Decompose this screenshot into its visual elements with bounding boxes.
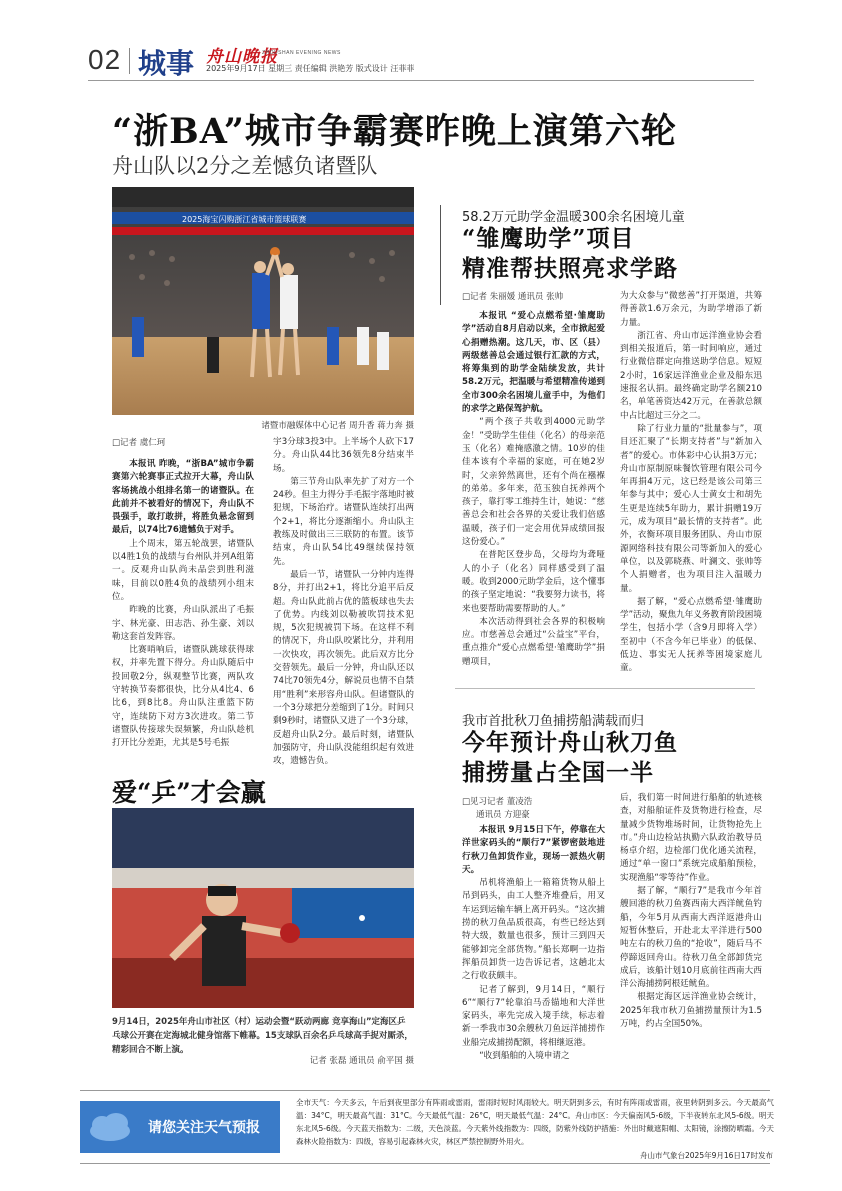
issue-info: 2025年9月17日 星期三 责任编辑 洪艳芳 版式设计 汪菲菲 bbox=[206, 64, 415, 73]
basketball-photo-credit: 诸暨市融媒体中心记者 周升香 蒋力奔 摄 bbox=[261, 421, 414, 431]
story2-paragraph: 浙江省、舟山市远洋渔业协会看到相关报道后，第一时间响应，通过行业微信群定向推送助学信息。短短2小时，16家远洋渔业企业及船东迅速报名认捐。最终确定助学名额210名，单笔善资达42万元，在善款总额中占比超过三分之二。 bbox=[620, 330, 762, 421]
story3-title-line1: 今年预计舟山秋刀鱼 bbox=[462, 729, 678, 756]
masthead-rule bbox=[88, 80, 754, 81]
masthead-divider bbox=[129, 48, 130, 74]
story3-paragraph: 本报讯 9月15日下午，停靠在大洋世家码头的“顺行7”紧锣密鼓地进行秋刀鱼卸货作业，现场一派热火朝天。 bbox=[462, 825, 605, 875]
story1-paragraph: 宇3分球3投3中。上半场个人砍下17分。舟山队44比36领先8分结束半场。 bbox=[273, 437, 414, 474]
story4-title: 爱“乒”才会赢 bbox=[112, 778, 266, 807]
story-divider bbox=[455, 688, 755, 689]
story1-paragraph: 上个周末，第五轮战罢，诸暨队以4胜1负的战绩与台州队并列A组第一。反观舟山队尚未品尝到胜利滋味，目前以0胜4负的战绩列小组末位。 bbox=[112, 538, 254, 602]
table-tennis-photo bbox=[112, 808, 414, 1008]
story1-paragraph: 第三节舟山队率先扩了对方一个24秒。但主力得分手毛振宇落地时被犯规，下场治疗。诸暨队连续打出两个2+1，将比分逐渐缩小。舟山队主教练及时做出三三联防的布置。该节结束，舟山队54比49继续保持领先。 bbox=[273, 476, 414, 567]
story3-paragraph: “收到船舶的入境申请之 bbox=[479, 1051, 570, 1062]
story3-title-line2: 捕捞量占全国一半 bbox=[462, 759, 654, 786]
story3-paragraph: 记者了解到，9月14日，“顺行6”“顺行7”轮靠泊马岙锚地和大洋世家码头，率先完成入境手续，标志着新一季我市30余艘秋刀鱼远洋捕捞作业船完成捕捞配额，将相继返港。 bbox=[462, 984, 605, 1048]
table-tennis-caption: 9月14日，2025年舟山市社区（村）运动会暨“跃动两廊 竞享海山”定海区乒乓球公开赛在定海城北健身馆落下帷幕。15支球队百余名乒乓球高手捉对厮杀，精彩回合不断上演。 bbox=[112, 1017, 413, 1055]
photo-banner: 2025海宝闪购浙江省城市篮球联赛 bbox=[182, 215, 307, 224]
page-number: 02 bbox=[88, 44, 122, 75]
story2-paragraph: 本报讯 “爱心点燃希望·雏鹰助学”活动自8月启动以来，全市掀起爱心捐赠热潮。这几天，市、区（县）两级慈善总会通过银行汇款的方式，将筹集到的助学金陆续发放，共计58.2万元，把温暖与希望精准传递到全市300余名困境儿童手中，为他们的求学之路保驾护航。 bbox=[462, 311, 605, 415]
story1-paragraph: 比赛哨响后，诸暨队跳球获得球权，并率先置下得分。舟山队随后中投回敬2分，纵观整节比赛，两队攻守转换节奏都很快，比分从4比4、6比6，到8比8。舟山队注重篮下防守，连续防下对方3次进攻。第二节诸暨队传接球失误频繁，舟山队趁机打开比分差距，尤其是5号毛振 bbox=[112, 645, 254, 749]
story3-paragraph: 根据定海区远洋渔业协会统计，2025年我市秋刀鱼捕捞量预计为1.5万吨，约占全国50%。 bbox=[620, 992, 762, 1030]
story1-paragraph: 本报讯 昨晚，“浙BA”城市争霸赛第六轮赛事正式拉开大幕，舟山队客场挑战小组排名第一的诸暨队。在此前并不被看好的情况下，舟山队不畏强手，敢打敢拼，将胜负悬念留到最后，以74比76遗憾负于对手。 bbox=[112, 459, 254, 536]
story2-paragraph: 除了行业力量的“批量参与”，项目还汇聚了“长期支持者”与“新加入者”的爱心。市体彩中心认捐3万元；舟山市原制原味餐饮管理有限公司今年再捐4万元，这已经是该公司第三年参与其中；爱心人士黄女士和胡先生更是连续5年助力，累计捐赠19万元，成为项目“最长情的支持者”。此外，衣衡环项目服务团队、舟山市原源网络科技有限公司等新加入的爱心单位，以及郭晓燕、叶澜文、张帅等个人捐赠者，也为项目注入温暖力量。 bbox=[620, 423, 762, 594]
story1-subtitle: 舟山队以2分之差憾负诸暨队 bbox=[112, 154, 378, 178]
column-divider bbox=[440, 205, 441, 305]
story2-title-line1: “雏鹰助学”项目 bbox=[462, 225, 635, 252]
story3-column-1 bbox=[462, 824, 605, 1063]
story3-kicker: 我市首批秋刀鱼捕捞船满载而归 bbox=[462, 714, 645, 729]
story2-kicker: 58.2万元助学金温暖300余名困境儿童 bbox=[462, 210, 685, 225]
story2-paragraph: 据了解，“爱心点燃希望·雏鹰助学”活动，聚焦九年义务教育阶段困境学生，包括小学（含9月即将入学）至初中（不含今年已毕业）的低保、低边、事实无人抚养等困境家庭儿童。 bbox=[620, 596, 762, 674]
story2-title-line2: 精准帮扶照亮求学路 bbox=[462, 255, 678, 282]
weather-forecast-text: 全市天气：今天多云，午后到夜里部分有阵雨或雷雨，雷雨时短时风雨较大。明天阴到多云，有时有阵雨或雷雨，夜里转阴到多云。今天最高气温：34°C，明天最高气温：31°C。今天最低气温：26°C，明天最低气温：24°C。舟山市区：今天偏南风5-6级，下半夜转东北风5-6级。明天东北风5-6级。今天蓝天指数为：二级，天色淡蓝。今天紫外线指数为：四级，防紫外线防护措施：外出时戴遮阳帽、太阳镜，涂擦防晒霜。今天森林火险指数为：四级，容易引起森林火灾，林区严禁控制野外用火。 bbox=[296, 1098, 774, 1146]
story1-byline: □记者 虞仁珂 bbox=[112, 438, 166, 448]
cloud-icon bbox=[80, 1101, 140, 1153]
story3-paragraph: 后，我们第一时间进行船舶的轨迹核查，对船舶证件及货物进行检查，尽量减少货物堆场时间，让货物抢先上市。”舟山边检站执勤六队政治教导员杨卓介绍，边检部门优化通关流程，通过“单一窗口”系统完成船舶预检，实现渔船“零等待”作业。 bbox=[620, 793, 762, 883]
newspaper-logo: 舟山晚报 bbox=[206, 47, 278, 67]
weather-label: 请您关注天气预报 bbox=[148, 1120, 260, 1136]
story2-paragraph: “两个孩子共收到4000元助学金！”受助学生佳佳（化名）的母亲范玉（化名）难掩感激之情。10岁的佳佳本该有个幸福的家庭，可在她2岁时，父亲猝然离世，还有个尚在襁褓的弟弟。多年来，范玉独自抚养两个孩子，靠打零工维持生计，她说：“慈善总会和社会各界的关爱让我们倍感温暖，孩子们一定会用优异成绩回报这份爱心。” bbox=[462, 417, 605, 548]
story2-paragraph: 在普陀区登步岛，父母均为聋哑人的小子（化名）同样感受到了温暖。收到2000元助学金后，这个懂事的孩子坚定地说：“我要努力读书，将来也要帮助需要帮助的人。” bbox=[462, 550, 605, 614]
section-title: 城事 bbox=[138, 47, 195, 80]
story2-column-1 bbox=[462, 310, 605, 669]
story1-paragraph: 最后一节，诸暨队一分钟内连得8分，并打出2+1，将比分追平后反超。舟山队此前占优的篮板球也失去了优势。内线刘以勒被吹罚技术犯规，5次犯规被罚下场。在这样不利的情况下，舟山队咬紧比分，并利用一次快攻，再次领先。此后双方比分交替领先。最后一分钟，舟山队还以74比70领先4分，解说员也情不自禁用“胜利”来形容舟山队。但诸暨队的一个3分球把分差缩到了1分。时间只剩9秒时，诸暨队又进了一个3分球，反超舟山队2分。最后时刻，诸暨队加强防守，舟山队没能组织起有效进攻，遗憾告负。 bbox=[273, 569, 414, 767]
story2-column-2 bbox=[620, 290, 762, 676]
story3-paragraph: 吊机将渔船上一箱箱货物从船上吊到码头，由工人整齐堆叠后，用叉车运到运输车辆上离开码头。“这次捕捞的秋刀鱼品质很高，有些已经达到特大级，数量也很多，预计三到四天能够卸完全部货物。”船长郑啊一边指挥船员卸货一边告诉记者，这趟北太之行收获颇丰。 bbox=[462, 878, 605, 982]
basketball-photo bbox=[112, 187, 414, 415]
table-tennis-credit: 记者 张磊 通讯员 俞平国 摄 bbox=[309, 1056, 414, 1066]
story1-paragraph: 昨晚的比赛，舟山队派出了毛振宇、林光豪、田志浩、孙生豪、刘以勒这套首发阵容。 bbox=[112, 605, 254, 642]
story2-paragraph: 为大众参与“微慈善”打开渠道，共筹得善款1.6万余元，为助学增添了新力量。 bbox=[620, 291, 762, 328]
story1-column-2 bbox=[273, 436, 414, 768]
story3-byline: 通讯员 方迎豪 bbox=[476, 810, 530, 820]
story3-paragraph: 据了解，“顺行7”是我市今年首艘回港的秋刀鱼赛西南大西洋鱿鱼钓船，今年5月从西南大西洋返港舟山短暂休整后，开赴北太平洋进行500吨左右的秋刀鱼的“抢收”，随后马不停蹄返回舟山。待秋刀鱼全部卸货完成后，该船计划10月底前往西南大西洋公海捕捞阿根廷鱿鱼。 bbox=[620, 886, 762, 990]
story2-byline: □记者 朱丽媛 通讯员 张帅 bbox=[462, 292, 564, 302]
story3-byline: □见习记者 董凌浩 bbox=[462, 797, 533, 807]
story1-title: “浙BA”城市争霸赛昨晚上演第六轮 bbox=[112, 111, 677, 152]
story3-column-2 bbox=[620, 792, 762, 1031]
weather-publisher: 舟山市气象台2025年9月16日17时发布 bbox=[640, 1151, 773, 1160]
newspaper-logo-en: ZHOUSHAN EVENING NEWS bbox=[262, 50, 341, 56]
story2-paragraph: 本次活动得到社会各界的积极响应。市慈善总会通过“公益宝”平台，重点推介“爱心点燃希望·雏鹰助学”捐赠项目， bbox=[462, 616, 605, 667]
story1-column-1 bbox=[112, 458, 254, 751]
